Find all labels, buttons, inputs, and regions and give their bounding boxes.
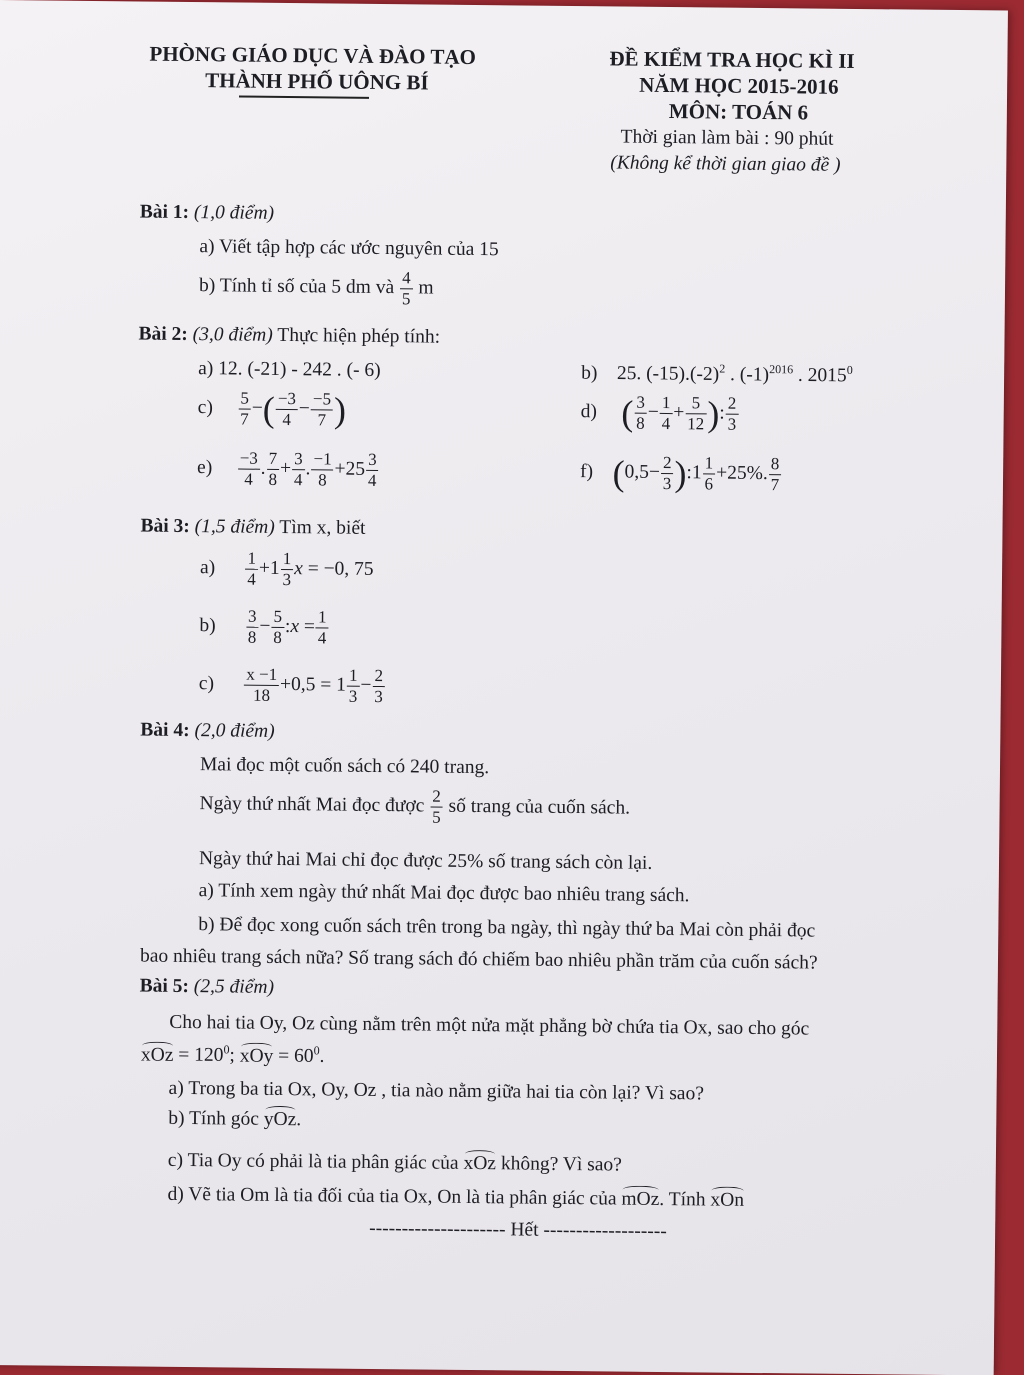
fraction: $\frac{x -1}{18}$ bbox=[244, 665, 279, 706]
fraction: $\frac{1}{6}$ bbox=[704, 453, 714, 494]
time-note: (Không kể thời gian giao đề ) bbox=[610, 152, 841, 176]
bai4-line3: Ngày thứ hai Mai chỉ đọc được 25% số trang sách còn lại. bbox=[198, 848, 653, 874]
bai3-b-label: b) bbox=[199, 615, 216, 637]
angle-value: = 120 bbox=[173, 1044, 224, 1066]
angle-xoy: xOy bbox=[239, 1045, 274, 1067]
angle-moz: mOz bbox=[621, 1188, 660, 1210]
bai3-a-label: a) bbox=[199, 557, 216, 579]
bai3-c-label: c) bbox=[198, 673, 215, 695]
bai4-line2 bbox=[199, 784, 630, 830]
fraction: $\frac{3}{8}$ bbox=[636, 392, 646, 433]
bai4-b-line1: b) Để đọc xong cuốn sách trên trong ba ngày, thì ngày thứ ba Mai còn phải đọc bbox=[198, 914, 816, 942]
bai5-c bbox=[168, 1150, 622, 1177]
bai1-heading bbox=[140, 201, 275, 224]
fraction: $\frac{1}{4}$ bbox=[317, 607, 327, 648]
bai1-b-prefix: b) Tính tỉ số của 5 dm và bbox=[198, 275, 395, 299]
bai2-e-label: e) bbox=[197, 457, 213, 479]
fraction: $\frac{1}{3}$ bbox=[282, 548, 292, 590]
bai4-heading bbox=[140, 720, 275, 743]
fraction: $\frac{1}{4}$ bbox=[247, 548, 257, 589]
subject: MÔN: TOÁN 6 bbox=[668, 99, 809, 125]
angle-xoz: xOz bbox=[140, 1044, 174, 1066]
frac-numerator: 4 bbox=[400, 268, 413, 289]
bai5-a: a) Trong ba tia Ox, Oy, Oz , tia nào nằm giữa hai tia còn lại? Vì sao? bbox=[168, 1077, 705, 1105]
bai5-intro2 bbox=[141, 1042, 325, 1068]
bai2-b-label: b) bbox=[581, 362, 598, 384]
bai5-heading bbox=[140, 976, 275, 999]
period: . bbox=[319, 1045, 325, 1067]
bai5-b-prefix: b) Tính góc bbox=[168, 1107, 260, 1130]
school-year: NĂM HỌC 2015-2016 bbox=[639, 72, 839, 99]
fraction: $\frac{5}{8}$ bbox=[273, 606, 283, 647]
period: . bbox=[296, 1109, 302, 1131]
fraction: $\frac{2}{3}$ bbox=[662, 452, 672, 494]
bai1-b bbox=[199, 266, 434, 309]
bai1-b-fraction bbox=[400, 268, 413, 309]
header-underline bbox=[239, 96, 369, 99]
exponent: 0 bbox=[846, 362, 853, 377]
fraction: $\frac{3}{4}$ bbox=[293, 449, 303, 490]
frac-denominator: 5 bbox=[432, 807, 441, 827]
bai5-d-prefix: d) Vẽ tia Om là tia đối của tia Ox, On là tia phân giác của bbox=[167, 1183, 617, 1210]
bai5-title: Bài 5: bbox=[139, 975, 190, 998]
bai2-c-label: c) bbox=[197, 397, 214, 419]
exponent: 2016 bbox=[769, 362, 794, 377]
bai5-intro1: Cho hai tia Oy, Oz cùng nằm trên một nửa mặt phẳng bờ chứa tia Ox, sao cho góc bbox=[169, 1011, 810, 1040]
angle-yoz: yOz bbox=[263, 1108, 297, 1131]
bai1-a: a) Viết tập hợp các ước nguyên của 15 bbox=[199, 236, 499, 261]
bai4-line2-suffix: số trang của cuốn sách. bbox=[448, 795, 631, 819]
degree: 0 bbox=[223, 1042, 230, 1057]
fraction: $\frac{1}{4}$ bbox=[661, 392, 671, 434]
bai2-a: a) 12. (-21) - 242 . (- 6) bbox=[198, 358, 381, 382]
duration: Thời gian làm bài : 90 phút bbox=[620, 126, 834, 150]
fraction: $\frac{-3}{4}$ bbox=[237, 449, 260, 490]
exam-title: ĐỀ KIỂM TRA HỌC KÌ II bbox=[609, 46, 855, 73]
fraction: $\frac{-5}{7}$ bbox=[311, 389, 334, 430]
bai2-c: c) $\frac{5}{7}$ −( $\frac{-3}{4}$ − $\frac{-5}{7}$ ) bbox=[197, 388, 347, 431]
bai2-title: Bài 2: bbox=[138, 323, 188, 345]
bai4-points: (2,0 điểm) bbox=[194, 720, 275, 742]
fraction: $\frac{-1}{8}$ bbox=[311, 449, 334, 490]
frac-denominator: 5 bbox=[401, 289, 411, 309]
fraction: $\frac{5}{7}$ bbox=[240, 388, 249, 429]
bai3-a: a) $\frac{1}{4}$ +1 $\frac{1}{3}$ x = −0, 75 bbox=[199, 548, 374, 590]
bai2-b bbox=[581, 360, 853, 387]
bai5-d-mid: . Tính bbox=[659, 1188, 706, 1211]
bai3-heading bbox=[140, 516, 365, 540]
bai2-b-end: . 2015 bbox=[797, 364, 847, 387]
bai3-title: Bài 3: bbox=[140, 515, 190, 538]
fraction: $\frac{1}{3}$ bbox=[348, 665, 358, 706]
bai3-points: (1,5 điểm) bbox=[194, 516, 275, 538]
bai2-b-expr: 25. (-15).(-2) bbox=[616, 362, 720, 386]
bai2-d: d) ( $\frac{3}{8}$ − $\frac{1}{4}$ + $\frac{5}{12}$ ): $\frac{2}{3}$ bbox=[580, 392, 737, 435]
bai1-points: (1,0 điểm) bbox=[193, 202, 275, 224]
bai2-b-mid: . (-1) bbox=[729, 364, 770, 386]
frac-numerator: 2 bbox=[430, 787, 443, 808]
bai2-heading bbox=[138, 323, 440, 348]
bai5-points: (2,5 điểm) bbox=[193, 976, 275, 998]
fraction: $\frac{2}{3}$ bbox=[727, 393, 737, 434]
city-name: THÀNH PHỐ UÔNG BÍ bbox=[205, 68, 429, 95]
fraction: $\frac{5}{12}$ bbox=[685, 393, 706, 434]
fraction: $\frac{8}{7}$ bbox=[770, 454, 780, 495]
angle-xon: xOn bbox=[710, 1189, 745, 1211]
bai2-instruction: Thực hiện phép tính: bbox=[277, 324, 441, 348]
bai3-instruction: Tìm x, biết bbox=[279, 516, 366, 539]
bai5-c-prefix: c) Tia Oy có phải là tia phân giác của bbox=[167, 1149, 459, 1174]
angle-value: = 60 bbox=[273, 1045, 314, 1067]
bai2-f: f) (0,5− $\frac{2}{3}$ ):1 $\frac{1}{6}$ +25%. $\frac{8}{7}$ bbox=[579, 452, 780, 495]
degree: 0 bbox=[313, 1043, 320, 1058]
fraction: $\frac{7}{8}$ bbox=[268, 448, 278, 489]
bai4-b-line2: bao nhiêu trang sách nữa? Số trang sách đó chiếm bao nhiêu phần trăm của cuốn sách? bbox=[139, 945, 818, 974]
angle-xoz: xOz bbox=[463, 1152, 497, 1175]
bai2-d-label: d) bbox=[580, 401, 598, 423]
fraction: $\frac{2}{3}$ bbox=[374, 665, 384, 707]
fraction: $\frac{3}{8}$ bbox=[247, 606, 257, 647]
bai4-line2-prefix: Ngày thứ nhất Mai đọc được bbox=[199, 793, 425, 817]
bai4-line1: Mai đọc một cuốn sách có 240 trang. bbox=[199, 754, 490, 779]
exponent: 2 bbox=[719, 361, 726, 376]
fraction: $\frac{-3}{4}$ bbox=[276, 389, 299, 430]
bai3-c: c) $\frac{x -1}{18}$ +0,5 = 1 $\frac{1}{3}$ − $\frac{2}{3}$ bbox=[198, 664, 384, 707]
bai2-f-label: f) bbox=[579, 461, 594, 483]
bai5-d bbox=[167, 1184, 744, 1212]
separator: ; bbox=[229, 1044, 240, 1067]
fraction bbox=[430, 787, 443, 828]
department-name: PHÒNG GIÁO DỤC VÀ ĐÀO TẠO bbox=[149, 41, 477, 69]
bai5-b bbox=[168, 1108, 301, 1131]
bai5-c-suffix: không? Vì sao? bbox=[500, 1153, 622, 1176]
bai2-points: (3,0 điểm) bbox=[192, 324, 273, 346]
bai2-e: e) $\frac{-3}{4}$ . $\frac{7}{8}$ + $\frac{3}{4}$ . $\frac{-1}{8}$ +25 $\frac{3}{4}$ bbox=[197, 448, 377, 490]
bai1-title: Bài 1: bbox=[139, 201, 190, 223]
bai1-b-suffix: m bbox=[418, 277, 434, 299]
bai3-b: b) $\frac{3}{8}$ − $\frac{5}{8}$ :x = $\frac{1}{4}$ bbox=[199, 606, 327, 648]
bai4-a: a) Tính xem ngày thứ nhất Mai đọc được bao nhiêu trang sách. bbox=[198, 880, 690, 907]
fraction: $\frac{3}{4}$ bbox=[367, 449, 377, 490]
end-marker: --------------------- Hết ------------------- bbox=[369, 1217, 667, 1243]
bai4-title: Bài 4: bbox=[140, 719, 190, 742]
